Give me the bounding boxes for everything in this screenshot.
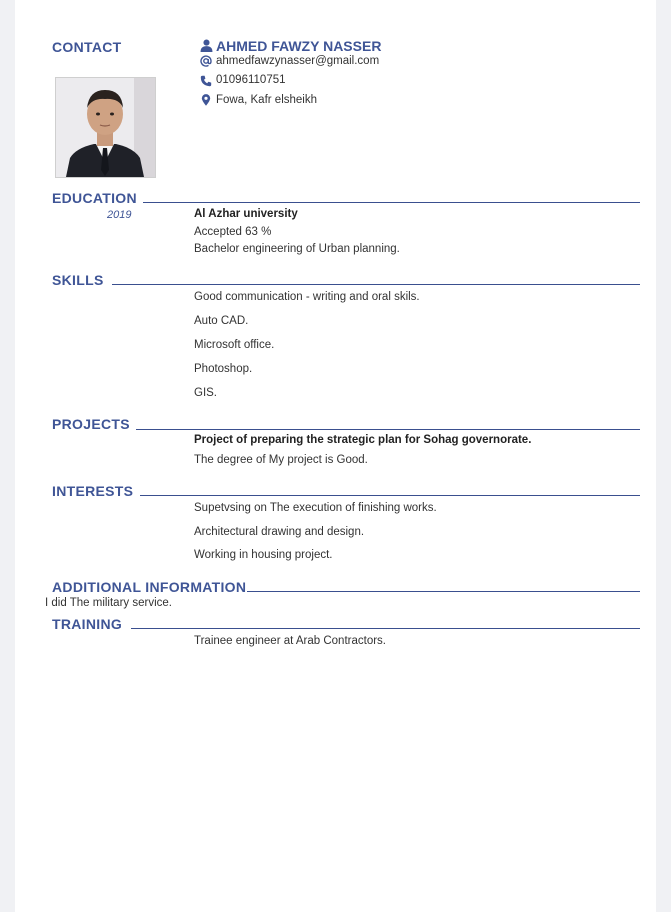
- email-text: ahmedfawzynasser@gmail.com: [216, 55, 380, 67]
- contact-heading: CONTACT: [52, 39, 122, 55]
- projects-heading: PROJECTS: [52, 416, 130, 432]
- phone-icon: [200, 75, 212, 87]
- profile-photo: [55, 77, 156, 178]
- skills-divider: [112, 284, 640, 285]
- additional-info-heading: ADDITIONAL INFORMATION: [52, 579, 247, 595]
- projects-divider: [136, 429, 640, 430]
- education-divider: [143, 202, 640, 203]
- education-grade: Accepted 63 %: [194, 226, 272, 238]
- skill-item: Good communication - writing and oral skils.: [194, 291, 420, 303]
- full-name: AHMED FAWZY NASSER: [216, 38, 382, 54]
- interest-item: Supetvsing on The execution of finishing works.: [194, 502, 437, 514]
- skills-heading: SKILLS: [52, 272, 104, 288]
- education-heading: EDUCATION: [52, 190, 137, 206]
- interest-item: Working in housing project.: [194, 549, 333, 561]
- interests-divider: [140, 495, 640, 496]
- additional-info-text: I did The military service.: [45, 597, 172, 609]
- training-heading: TRAINING: [52, 616, 123, 632]
- project-title: Project of preparing the strategic plan for Sohag governorate.: [194, 434, 532, 446]
- skill-item: GIS.: [194, 387, 218, 399]
- project-detail: The degree of My project is Good.: [194, 454, 368, 466]
- resume-page: [15, 0, 656, 912]
- training-text: Trainee engineer at Arab Contractors.: [194, 635, 386, 647]
- additional-info-divider: [247, 591, 640, 592]
- training-divider: [131, 628, 640, 629]
- location-text: Fowa, Kafr elsheikh: [216, 94, 317, 106]
- skill-item: Auto CAD.: [194, 315, 249, 327]
- interests-heading: INTERESTS: [52, 483, 134, 499]
- education-school: Al Azhar university: [194, 208, 298, 220]
- education-degree: Bachelor engineering of Urban planning.: [194, 243, 400, 255]
- skill-item: Microsoft office.: [194, 339, 275, 351]
- skill-item: Photoshop.: [194, 363, 253, 375]
- location-pin-icon: [200, 94, 212, 106]
- interest-item: Architectural drawing and design.: [194, 526, 365, 538]
- user-icon: [200, 39, 213, 52]
- phone-text: 01096110751: [216, 74, 286, 86]
- at-icon: [200, 55, 212, 67]
- education-year: 2019: [107, 209, 132, 221]
